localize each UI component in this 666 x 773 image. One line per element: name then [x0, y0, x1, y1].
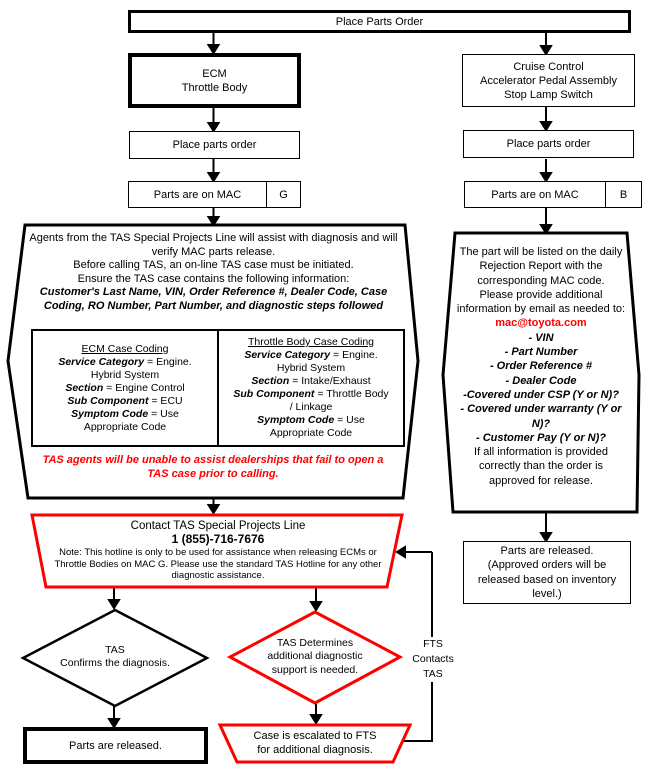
node-place-parts-order — [128, 10, 631, 33]
coding-row: Service Category = Engine. Hybrid System — [58, 355, 192, 381]
node-parts-on-mac-b — [464, 181, 642, 208]
node-rejection-report-hexagon — [441, 231, 642, 514]
ecm-case-coding-column — [33, 331, 219, 445]
escalation-text — [218, 723, 412, 764]
node-parts-released-right — [463, 541, 631, 604]
paragraph: Agents from the TAS Special Projects Line will assist with diagnosis and will verify MAC parts release. — [29, 232, 398, 258]
node-label-line: Case is escalated to FTS — [253, 730, 377, 742]
node-cruise-accel-stoplamp — [462, 54, 635, 107]
coding-row: Service Category = Engine. Hybrid System — [244, 349, 378, 374]
list-item: - Dealer Code — [505, 374, 577, 387]
decision-text — [21, 607, 209, 707]
coding-row: Symptom Code = Use Appropriate Code — [257, 414, 365, 439]
node-label-line: support is needed. — [271, 663, 359, 676]
list-item: - VIN — [528, 331, 554, 344]
coding-row: Section = Intake/Exhaust — [251, 375, 371, 387]
list-item: - Covered under warranty (Y or N)? — [460, 403, 622, 430]
node-label: Place Parts Order — [335, 15, 424, 28]
column-title: ECM Case Coding — [81, 342, 169, 355]
mac-status-label: Parts are on MAC — [153, 188, 242, 201]
tas-instructions-text — [26, 232, 401, 313]
node-label-line: additional diagnostic — [267, 650, 363, 663]
coding-row: Sub Component = Throttle Body / Linkage — [233, 388, 389, 413]
rejection-report-text — [455, 245, 627, 488]
column-title: Throttle Body Case Coding — [247, 336, 375, 348]
required-info-list: Customer's Last Name, VIN, Order Reference #, Dealer Code, Case Coding, RO Number, Part Number, and diagnostic steps followed — [39, 286, 388, 312]
list-item: - Part Number — [504, 346, 578, 359]
paragraph: Please provide additional information by email as needed to: mac@toyota.com — [456, 288, 626, 330]
label-line: FTS — [423, 638, 443, 650]
node-contact-tas-hotline — [30, 513, 406, 591]
hotline-phone-number: 1 (855)-716-7676 — [171, 532, 265, 546]
label-line: TAS — [423, 668, 443, 680]
list-item: -Covered under CSP (Y or N)? — [463, 388, 619, 401]
node-tas-instructions-hexagon — [6, 223, 420, 500]
mac-status-label: Parts are on MAC — [491, 188, 579, 201]
node-label-line: ECM — [202, 67, 227, 80]
node-label-line: Parts are released. — [500, 544, 594, 557]
list-item: - Order Reference # — [489, 360, 593, 373]
node-label-line: Throttle Body — [181, 81, 248, 94]
hotline-note: Note: This hotline is only to be used for assistance when releasing ECMs or Throttle Bodies on MAC G. Please use the standard TAS Hotline for any other diagnostic assistance. — [54, 547, 382, 581]
node-place-parts-order-right — [463, 130, 634, 158]
node-label: Place parts order — [506, 138, 591, 150]
node-label-line: Stop Lamp Switch — [504, 88, 593, 101]
node-label: Parts are released. — [69, 739, 162, 752]
paragraph: If all information is provided correctly than the order is approved for release. — [474, 446, 608, 487]
mac-code-badge: G — [266, 182, 300, 207]
fts-contacts-tas-label — [408, 637, 458, 682]
paragraph: The part will be listed on the daily Rejection Report with the corresponding MAC code. — [459, 246, 623, 287]
case-coding-table — [31, 329, 405, 447]
hotline-title: Contact TAS Special Projects Line — [130, 520, 306, 532]
node-parts-on-mac-g — [128, 181, 301, 208]
label-line: Contacts — [412, 653, 454, 665]
throttle-body-case-coding-column — [219, 331, 403, 445]
coding-row: Symptom Code = Use Appropriate Code — [71, 407, 179, 433]
node-label-line: Cruise Control — [513, 60, 584, 73]
node-parts-released-left — [23, 727, 208, 764]
coding-row: Sub Component = ECU — [67, 394, 183, 407]
node-label: Place parts order — [172, 139, 257, 151]
paragraph: Ensure the TAS case contains the following information: — [77, 272, 350, 285]
paragraph: Before calling TAS, an on-line TAS case must be initiated. — [73, 259, 354, 271]
node-ecm-throttle-body — [128, 53, 301, 108]
node-case-escalated-fts — [218, 723, 412, 764]
mac-code-badge: B — [605, 182, 641, 207]
contact-tas-text — [43, 520, 393, 582]
node-tas-determines-support — [228, 609, 402, 705]
node-label-line: (Approved orders will be released based on inventory level.) — [477, 559, 617, 600]
coding-row: Section = Engine Control — [65, 381, 185, 394]
node-label-line: TAS — [105, 643, 125, 656]
node-label-line: Accelerator Pedal Assembly — [480, 74, 617, 87]
node-place-parts-order-left — [129, 131, 300, 159]
node-tas-confirms-diagnosis — [21, 607, 209, 707]
email-link[interactable]: mac@toyota.com — [495, 317, 587, 330]
list-item: - Customer Pay (Y or N)? — [476, 431, 606, 444]
node-label-line: Confirms the diagnosis. — [60, 657, 170, 669]
tas-warning-text: TAS agents will be unable to assist dealerships that fail to open a TAS case prior to calling. — [42, 454, 384, 480]
decision-text — [228, 609, 402, 705]
node-label-line: for additional diagnosis. — [257, 743, 373, 756]
node-label-line: TAS Determines — [276, 636, 354, 649]
